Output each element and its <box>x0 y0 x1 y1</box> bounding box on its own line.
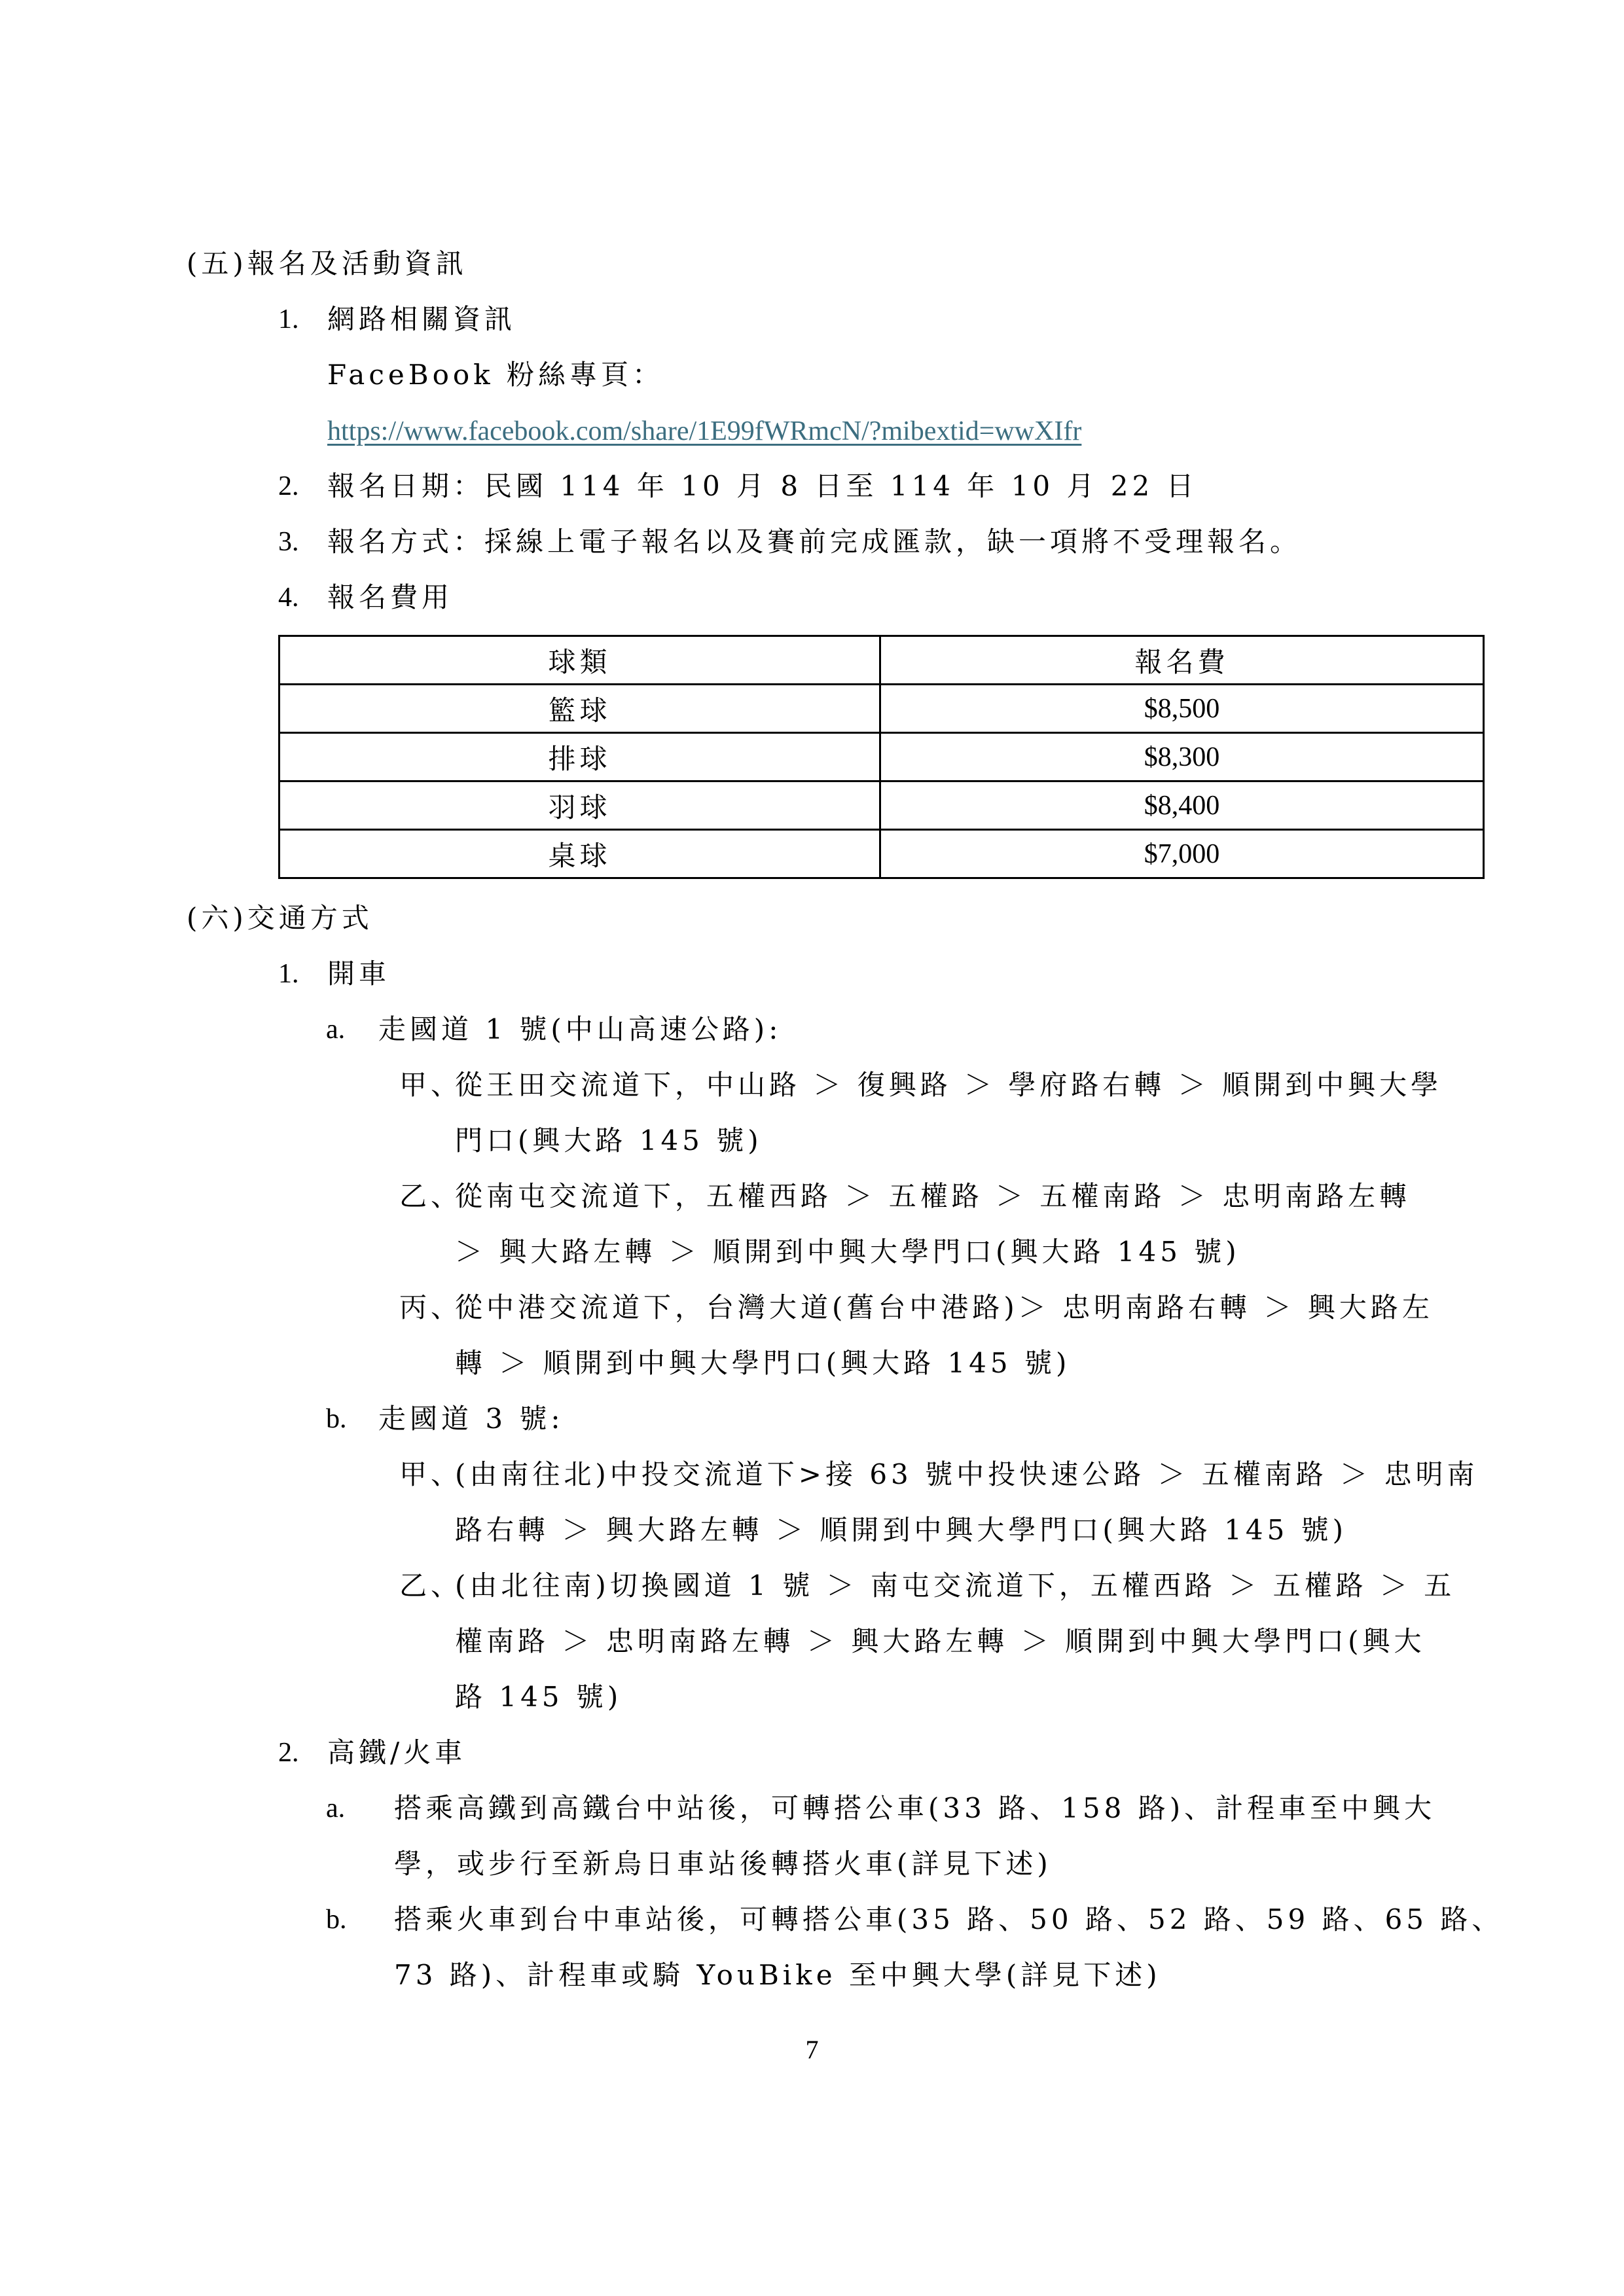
route-line: 從王田交流道下，中山路 ＞ 復興路 ＞ 學府路右轉 ＞ 順開到中興大學 <box>455 1069 1443 1101</box>
facebook-label: FaceBook 粉絲專頁： <box>327 359 664 391</box>
table-row <box>280 830 1484 878</box>
sport-cell: 桌球 <box>280 830 880 878</box>
sport-cell: 排球 <box>280 733 880 781</box>
table-row <box>280 685 1484 733</box>
sport-cell: 羽球 <box>280 781 880 830</box>
fee-cell: $8,500 <box>880 685 1484 733</box>
route-line: (由南往北)中投交流道下>接 63 號中投快速公路 ＞ 五權南路 ＞ 忠明南 <box>455 1458 1479 1490</box>
section-5-heading: (五)報名及活動資訊 <box>187 247 467 279</box>
drive-marker: 1. <box>278 959 299 989</box>
item-3-marker: 3. <box>278 527 299 557</box>
page-number: 7 <box>805 2035 819 2064</box>
fee-table <box>278 635 1485 879</box>
train-marker: b. <box>326 1905 347 1935</box>
route-line: (由北往南)切換國道 1 號 ＞ 南屯交流道下，五權西路 ＞ 五權路 ＞ 五 <box>455 1570 1456 1602</box>
route-line: ＞ 興大路左轉 ＞ 順開到中興大學門口(興大路 145 號) <box>455 1236 1240 1268</box>
route-label: 乙、 <box>399 1180 463 1212</box>
freeway-1-marker: a. <box>326 1014 346 1045</box>
route-line: 權南路 ＞ 忠明南路左轉 ＞ 興大路左轉 ＞ 順開到中興大學門口(興大 <box>455 1625 1426 1657</box>
freeway-3-marker: b. <box>326 1404 347 1434</box>
route-label: 乙、 <box>399 1570 463 1602</box>
fee-table-header-sport: 球類 <box>280 636 880 685</box>
fee-table-header-row <box>280 636 1484 685</box>
sport-cell: 籃球 <box>280 685 880 733</box>
train-line: 73 路)、計程車或騎 YouBike 至中興大學(詳見下述) <box>394 1959 1161 1991</box>
drive-title: 開車 <box>327 958 391 990</box>
section-6-heading: (六)交通方式 <box>187 902 373 934</box>
registration-method: 報名方式：採線上電子報名以及賽前完成匯款，缺一項將不受理報名。 <box>327 526 1302 558</box>
item-1-title: 網路相關資訊 <box>327 303 516 335</box>
train-line: 搭乘火車到台中車站後，可轉搭公車(35 路、50 路、52 路、59 路、65 路、 <box>394 1903 1504 1935</box>
facebook-link-row <box>327 414 1081 448</box>
table-row <box>280 781 1484 830</box>
item-1-marker: 1. <box>278 304 299 334</box>
route-line: 從中港交流道下，台灣大道(舊台中港路)＞ 忠明南路右轉 ＞ 興大路左 <box>455 1291 1434 1323</box>
freeway-1-title: 走國道 1 號(中山高速公路): <box>378 1013 782 1045</box>
fee-cell: $8,400 <box>880 781 1484 830</box>
hsr-line: 學，或步行至新烏日車站後轉搭火車(詳見下述) <box>394 1848 1052 1880</box>
hsr-marker: a. <box>326 1793 346 1823</box>
route-label: 丙、 <box>399 1291 463 1323</box>
hsr-line: 搭乘高鐵到高鐵台中站後，可轉搭公車(33 路、158 路)、計程車至中興大 <box>394 1792 1436 1824</box>
fee-table-header-fee: 報名費 <box>880 636 1484 685</box>
item-2-marker: 2. <box>278 471 299 501</box>
freeway-3-title: 走國道 3 號: <box>378 1403 564 1435</box>
fee-cell: $7,000 <box>880 830 1484 878</box>
registration-fee-title: 報名費用 <box>327 581 454 613</box>
route-line: 門口(興大路 145 號) <box>455 1124 763 1157</box>
route-line: 路右轉 ＞ 興大路左轉 ＞ 順開到中興大學門口(興大路 145 號) <box>455 1514 1348 1546</box>
table-row <box>280 733 1484 781</box>
route-line: 從南屯交流道下，五權西路 ＞ 五權路 ＞ 五權南路 ＞ 忠明南路左轉 <box>455 1180 1411 1212</box>
registration-date: 報名日期：民國 114 年 10 月 8 日至 114 年 10 月 22 日 <box>327 470 1198 502</box>
rail-marker: 2. <box>278 1738 299 1768</box>
route-label: 甲、 <box>399 1458 463 1490</box>
fee-cell: $8,300 <box>880 733 1484 781</box>
route-label: 甲、 <box>399 1069 463 1101</box>
facebook-link[interactable]: https://www.facebook.com/share/1E99fWRmcN/?mibextid=wwXIfr <box>327 416 1082 446</box>
item-4-marker: 4. <box>278 583 299 613</box>
route-line: 轉 ＞ 順開到中興大學門口(興大路 145 號) <box>455 1347 1071 1379</box>
route-line: 路 145 號) <box>455 1681 623 1713</box>
rail-title: 高鐵/火車 <box>327 1736 467 1768</box>
